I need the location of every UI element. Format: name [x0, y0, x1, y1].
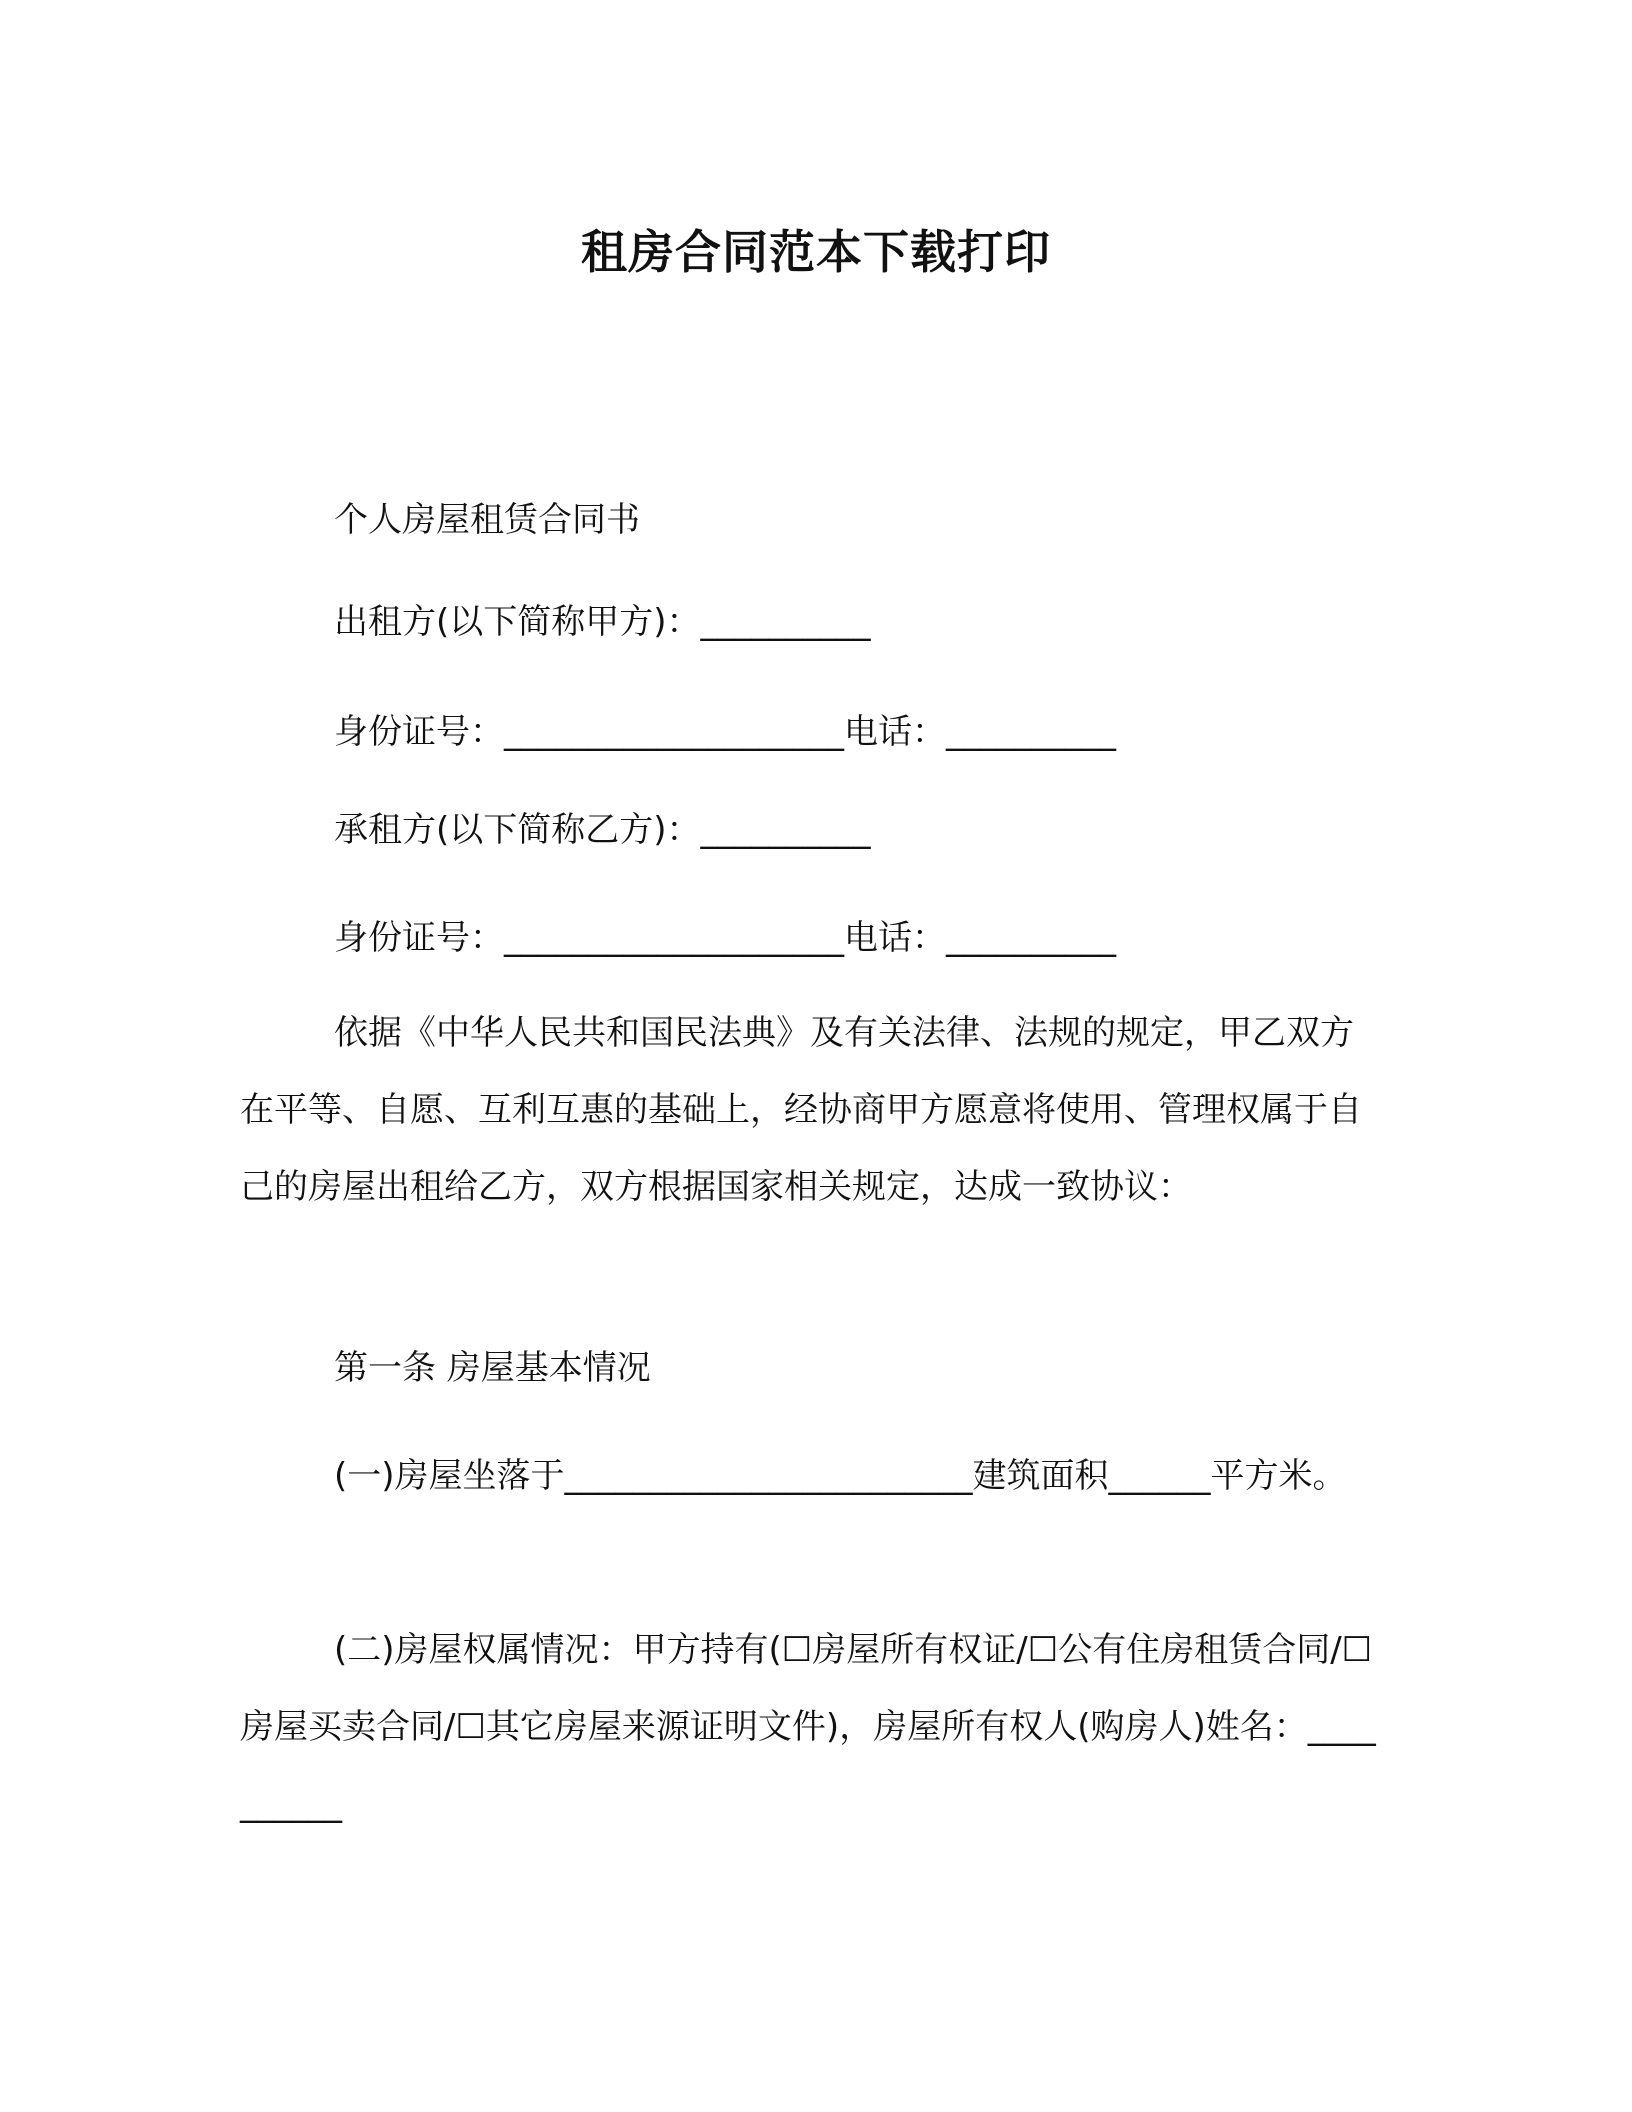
lessor-id-phone-line: 身份证号：____________________电话：__________ — [334, 712, 1116, 752]
contract-subtitle: 个人房屋租赁合同书 — [334, 500, 640, 540]
preamble-paragraph: 依据《中华人民共和国民法典》及有关法律、法规的规定，甲乙双方在平等、自愿、互利互惠的基础上，经协商甲方愿意将使用、管理权属于自己的房屋出租给乙方，双方根据国家相关规定，达成一致协议： — [240, 1013, 1362, 1207]
lessee-id-phone-line: 身份证号：____________________电话：__________ — [334, 918, 1116, 958]
article-1-item-2: (二)房屋权属情况：甲方持有(☐房屋所有权证/☐公有住房租赁合同/☐房屋买卖合同/☐其它房屋来源证明文件)，房屋所有权人(购房人)姓名：__________ — [240, 1630, 1376, 1824]
article-1-heading: 第一条 房屋基本情况 — [334, 1348, 651, 1388]
document-title: 租房合同范本下载打印 — [581, 225, 1051, 279]
article-1-item-1: (一)房屋坐落于________________________建筑面积______平方米。 — [334, 1456, 1347, 1496]
lessee-line: 承租方(以下简称乙方)：__________ — [334, 810, 871, 850]
lessor-line: 出租方(以下简称甲方)：__________ — [334, 602, 871, 642]
